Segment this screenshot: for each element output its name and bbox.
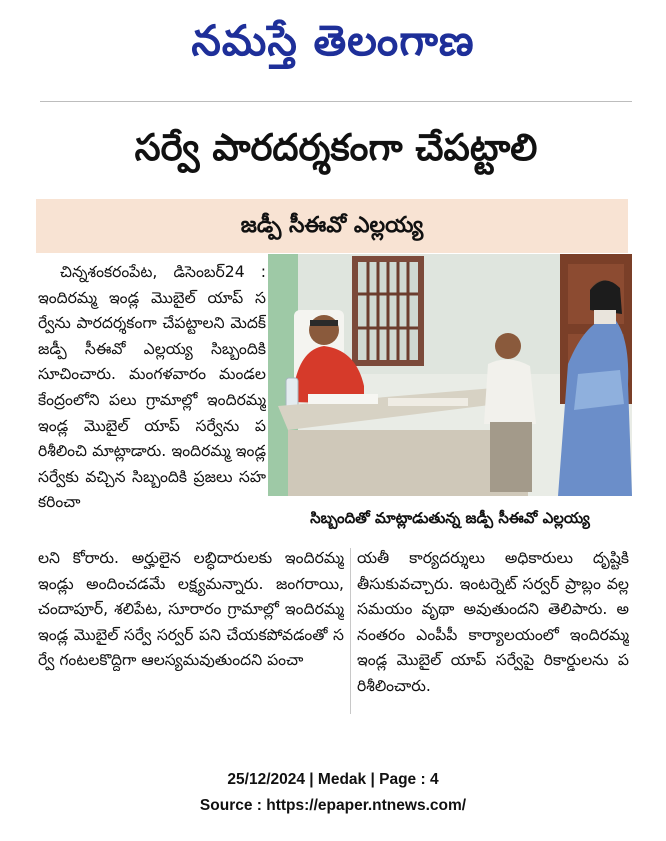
footer-edition-info: 25/12/2024 | Medak | Page : 4 <box>227 771 439 788</box>
article-column-right <box>357 546 629 726</box>
article-paragraph-2: లని కోరారు. అర్హులైన లబ్ధిదారులకు ఇందిరమ్మ ఇండ్లు అందించడమే లక్ష్యమన్నారు. జంగరాయి, చందాపూర్, శలిపేట, సూరారం గ్రామాల్లో ఇందిరమ్మ ఇండ్ల మొబైల్ సర్వే సర్వర్ పని చేయకపోవడంతో సర్వే గంటలకొద్దిగా ఆలస్యమవుతుందని పంచా <box>38 549 344 670</box>
article-column-wide <box>38 546 344 726</box>
masthead-title: నమస్తే తెలంగాణ <box>191 16 475 65</box>
article-paragraph-3: యతీ కార్యదర్శులు అధికారులు దృష్టికి తీసుకువచ్చారు. ఇంటర్నెట్ సర్వర్ ప్రాబ్లం వల్ల సమయం వృథా అవుతుందని తెలిపారు. అనంతరం ఎంపీపీ కార్యాలయంలో ఇందిరమ్మ ఇండ్ల మొబైల్ యాప్ సర్వేపై రికార్డులను పరిశీలించారు. <box>357 549 629 695</box>
article-headline: సర్వే పారదర్శకంగా చేపట్టాలి <box>134 126 538 169</box>
article-subheadline: జడ్పీ సీఈవో ఎల్లయ్య <box>240 213 424 238</box>
column-divider <box>350 548 351 714</box>
footer-source-link[interactable]: Source : https://epaper.ntnews.com/ <box>199 797 467 814</box>
photo-caption: సిబ్బందితో మాట్లాడుతున్న జడ్పీ సీఈవో ఎల్లయ్య <box>310 509 590 527</box>
masthead-divider <box>40 101 632 102</box>
article-photo <box>268 254 632 496</box>
article-paragraph-1: చిన్నశంకరంపేట, డిసెంబర్24 : ఇందిరమ్మ ఇండ్ల మొబైల్ యాప్ సర్వేను పారదర్శకంగా చేపట్టాలని మెదక్ జడ్పీ సీఈవో ఎల్లయ్య సిబ్బందికి సూచించారు. మంగళవారం మండల కేంద్రంలోని పలు గ్రామాల్లో ఇందిరమ్మ ఇండ్ల మొబైల్ యాప్ సర్వేను పరిశీలించి మాట్లాడారు. ఇందిరమ్మ ఇండ్ల సర్వేకు వచ్చిన సిబ్బందికి ప్రజలు సహకరించా <box>38 263 266 512</box>
article-column-left <box>38 260 266 546</box>
